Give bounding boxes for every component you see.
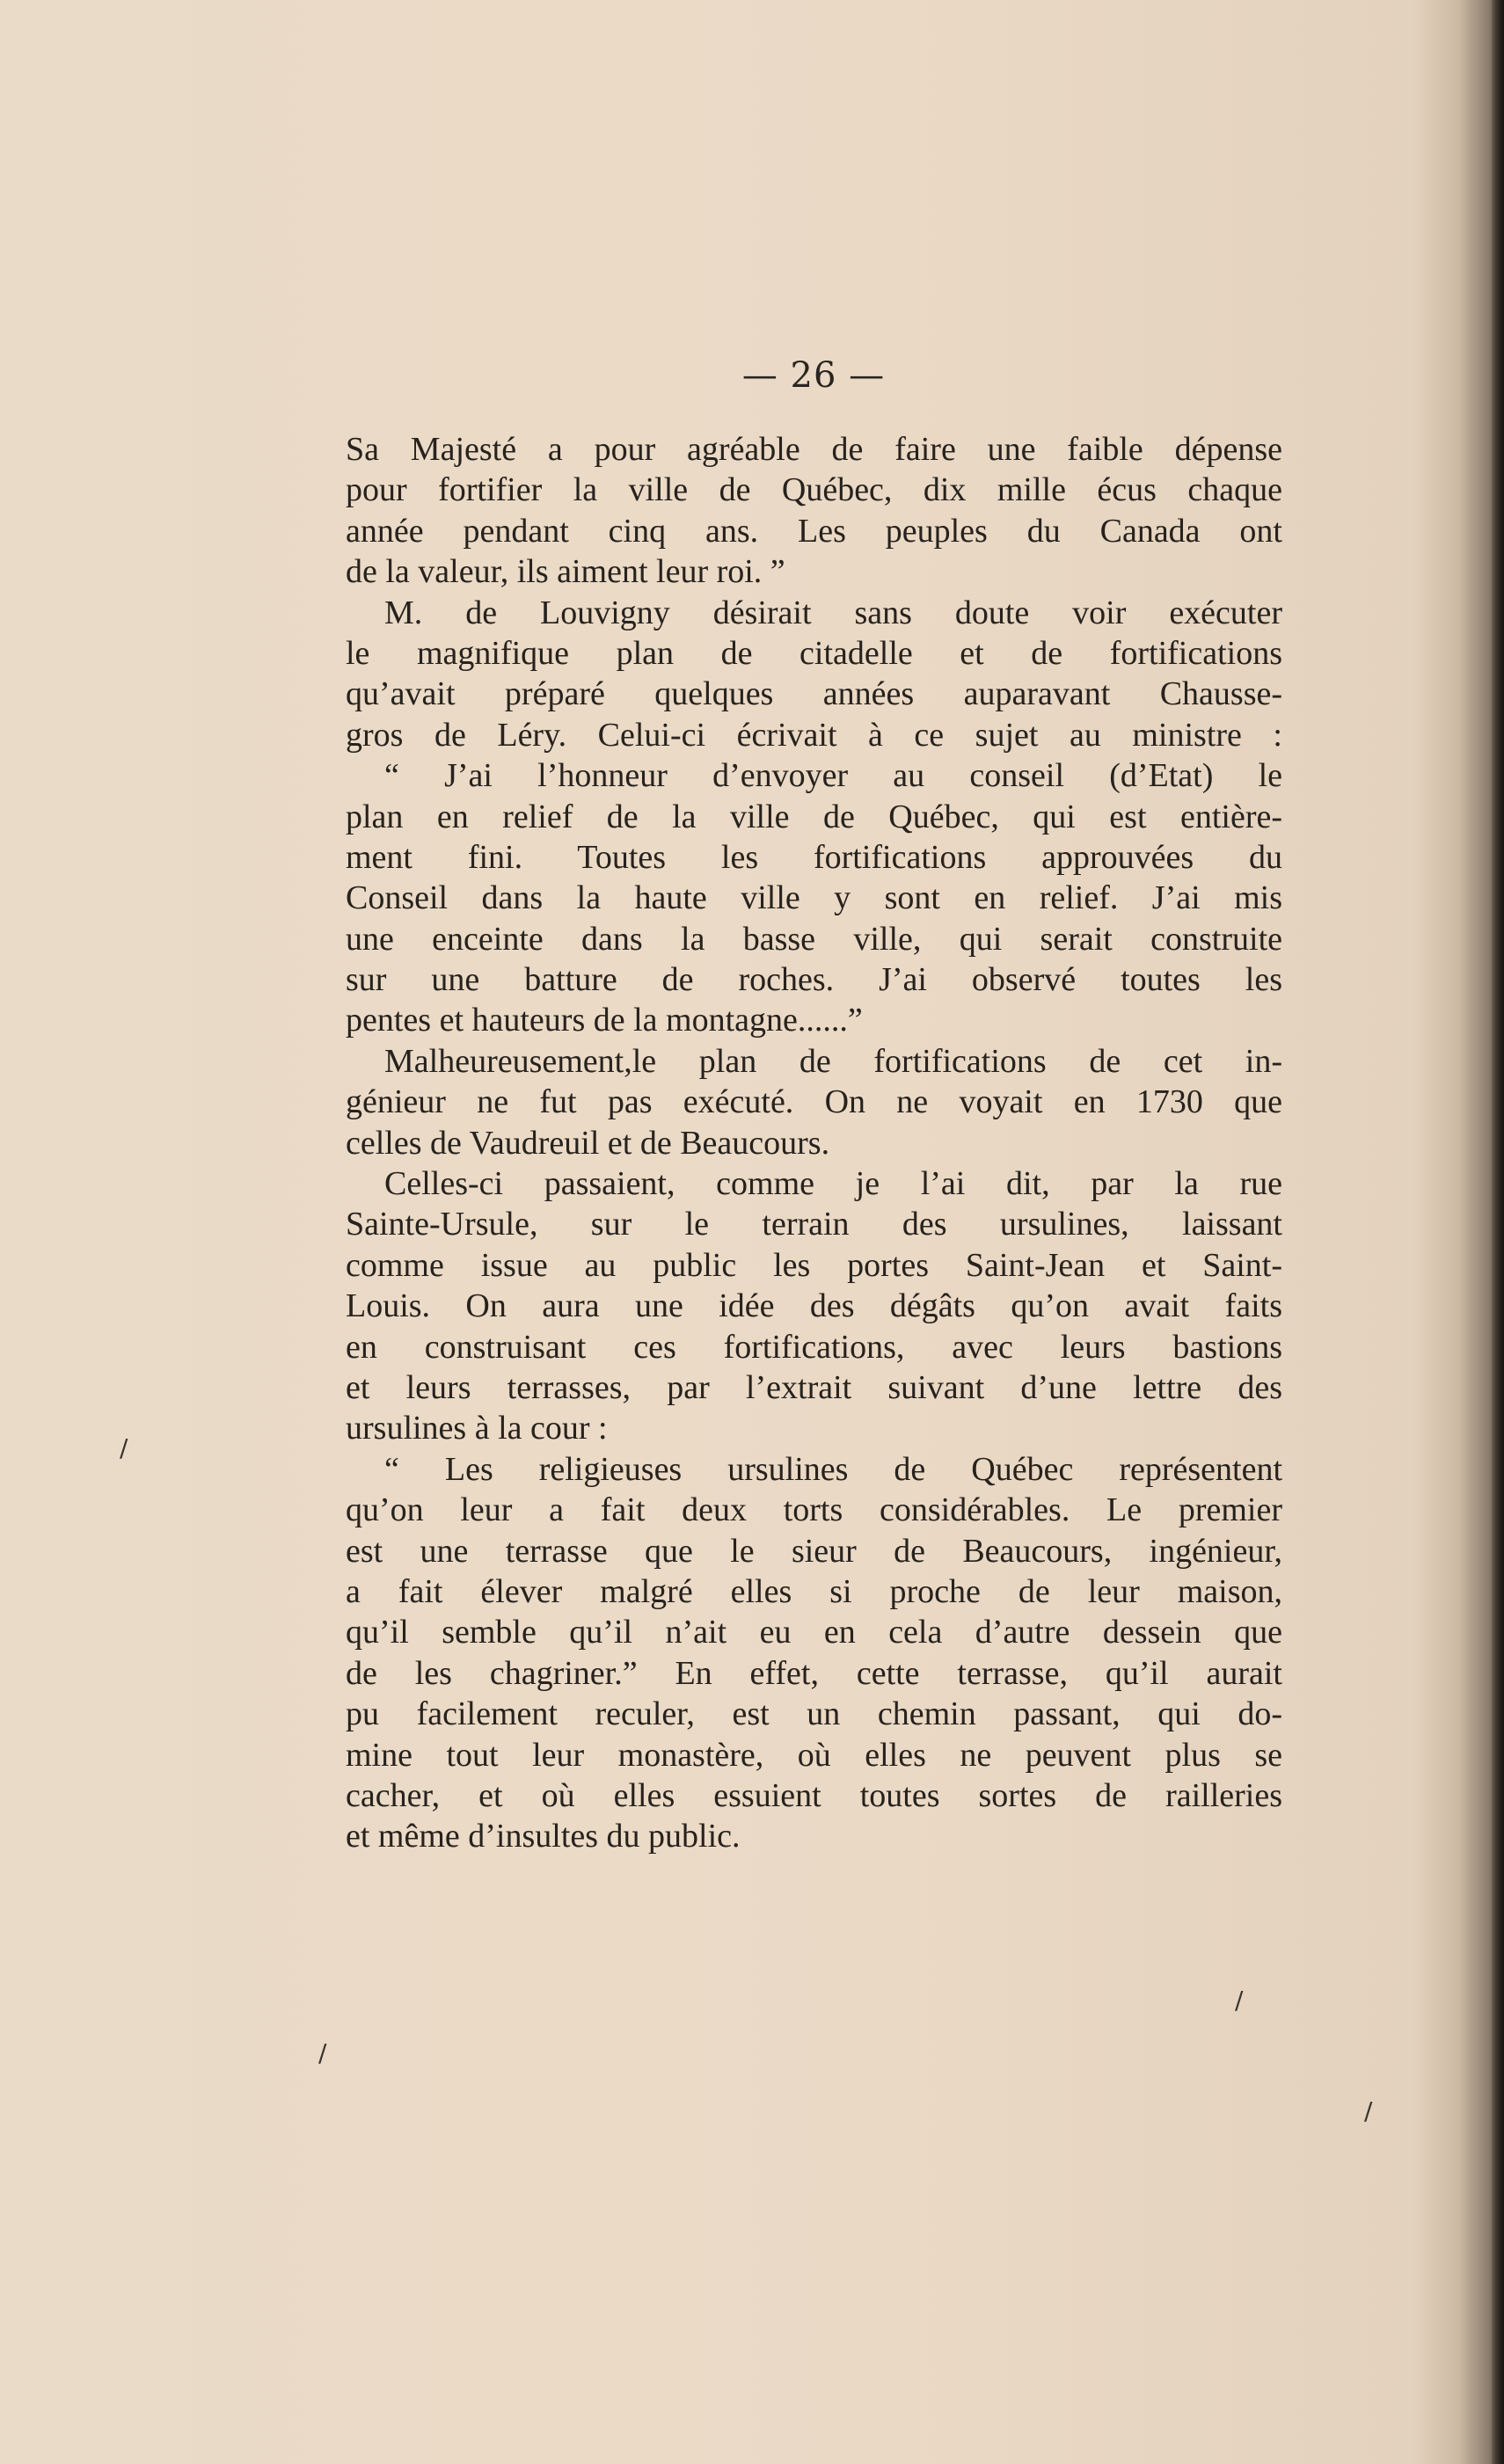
text-line: et même d’insultes du public.: [346, 1818, 741, 1855]
text-line: Conseil dans la haute ville y sont en relief. J’ai mis: [346, 879, 1282, 917]
text-line: année pendant cinq ans. Les peuples du Canada ont: [346, 512, 1282, 550]
text-line: pu facilement reculer, est un chemin passant, qui do-: [346, 1695, 1282, 1733]
text-line: qu’on leur a fait deux torts considérables. Le premier: [346, 1491, 1282, 1529]
text-line: sur une batture de roches. J’ai observé toutes les: [346, 961, 1282, 999]
page-number: — 26 —: [741, 355, 886, 396]
body-text: [346, 429, 1282, 1857]
text-line: plan en relief de la ville de Québec, qui est entière-: [346, 798, 1282, 835]
stray-mark: /: [318, 2038, 327, 2067]
text-line: le magnifique plan de citadelle et de fortifications: [346, 634, 1282, 672]
stray-mark: /: [120, 1433, 128, 1462]
stray-mark: /: [1364, 2096, 1373, 2125]
text-line: M. de Louvigny désirait sans doute voir exécuter: [384, 594, 1282, 631]
stray-mark: /: [1235, 1986, 1244, 2015]
text-line: qu’avait préparé quelques années auparavant Chausse-: [346, 675, 1282, 713]
text-line: cacher, et où elles essuient toutes sortes de railleries: [346, 1776, 1282, 1814]
text-line: Louis. On aura une idée des dégâts qu’on avait faits: [346, 1287, 1282, 1325]
text-line: Sainte-Ursule, sur le terrain des ursulines, laissant: [346, 1206, 1282, 1243]
text-line: pentes et hauteurs de la montagne......”: [346, 1002, 863, 1039]
text-line: celles de Vaudreuil et de Beaucours.: [346, 1124, 830, 1162]
text-line: une enceinte dans la basse ville, qui serait construite: [346, 920, 1282, 958]
text-line: Malheureusement,le plan de fortifications de cet in-: [384, 1042, 1282, 1080]
text-line: pour fortifier la ville de Québec, dix mille écus chaque: [346, 471, 1282, 509]
text-line: Celles-ci passaient, comme je l’ai dit, par la rue: [384, 1165, 1282, 1203]
text-line: “ J’ai l’honneur d’envoyer au conseil (d’Etat) le: [384, 757, 1282, 795]
text-line: Sa Majesté a pour agréable de faire une faible dépense: [346, 431, 1282, 468]
text-line: ursulines à la cour :: [346, 1410, 608, 1447]
text-line: a fait élever malgré elles si proche de leur maison,: [346, 1572, 1282, 1610]
text-line: “ Les religieuses ursulines de Québec représentent: [384, 1450, 1282, 1488]
page-edge-shadow: [1492, 0, 1504, 2464]
text-line: ment fini. Toutes les fortifications approuvées du: [346, 838, 1282, 876]
text-line: génieur ne fut pas exécuté. On ne voyait en 1730 que: [346, 1083, 1282, 1121]
text-line: en construisant ces fortifications, avec leurs bastions: [346, 1328, 1282, 1366]
text-line: de les chagriner.” En effet, cette terrasse, qu’il aurait: [346, 1654, 1282, 1692]
text-line: et leurs terrasses, par l’extrait suivant d’une lettre des: [346, 1368, 1282, 1406]
text-line: comme issue au public les portes Saint-Jean et Saint-: [346, 1246, 1282, 1284]
text-line: est une terrasse que le sieur de Beaucours, ingénieur,: [346, 1532, 1282, 1570]
text-line: mine tout leur monastère, où elles ne peuvent plus se: [346, 1736, 1282, 1774]
text-line: qu’il semble qu’il n’ait eu en cela d’autre dessein que: [346, 1614, 1282, 1651]
text-line: de la valeur, ils aiment leur roi. ”: [346, 553, 785, 591]
text-line: gros de Léry. Celui-ci écrivait à ce sujet au ministre :: [346, 716, 1282, 754]
